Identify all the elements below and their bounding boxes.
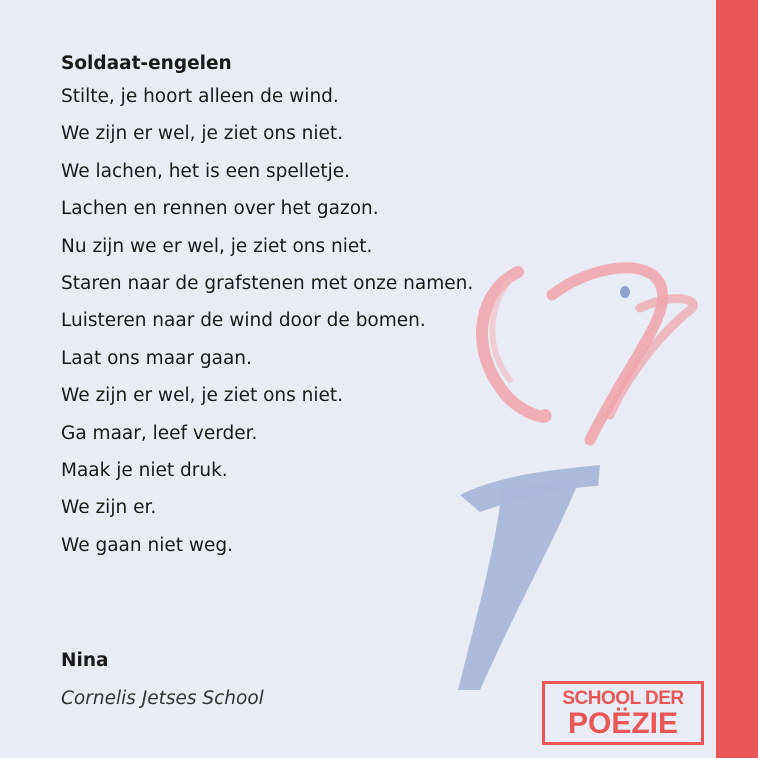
- poem-line: We lachen, het is een spelletje.: [61, 160, 351, 182]
- poem-title: Soldaat-engelen: [61, 53, 232, 74]
- poem-line: Staren naar de grafstenen met onze namen.: [61, 273, 474, 295]
- poem-line: We zijn er wel, je ziet ons niet.: [61, 385, 344, 407]
- poem-line: We zijn er.: [61, 497, 157, 519]
- author-name: Nina: [61, 650, 109, 671]
- poem-line: Maak je niet druk.: [61, 460, 228, 482]
- poem-line: Nu zijn we er wel, je ziet ons niet.: [61, 235, 373, 257]
- poem-line: Ga maar, leef verder.: [61, 422, 258, 444]
- poem-line: Luisteren naar de wind door de bomen.: [61, 310, 426, 332]
- logo-line-1: SCHOOL DER: [562, 688, 684, 709]
- poem: [61, 50, 473, 564]
- poem-line: Stilte, je hoort alleen de wind.: [61, 86, 339, 107]
- poem-line: Laat ons maar gaan.: [61, 347, 252, 369]
- poem-line: We gaan niet weg.: [61, 534, 234, 556]
- poem-line: We zijn er wel, je ziet ons niet.: [61, 123, 344, 145]
- poem-lines: [61, 78, 473, 564]
- torch-icon: [440, 250, 720, 700]
- school-der-poezie-logo: [542, 681, 704, 745]
- poem-line: Lachen en rennen over het gazon.: [61, 198, 379, 220]
- logo-line-2: POËZIE: [567, 707, 679, 740]
- school-name: Cornelis Jetses School: [61, 688, 264, 709]
- accent-side-bar: [716, 0, 758, 758]
